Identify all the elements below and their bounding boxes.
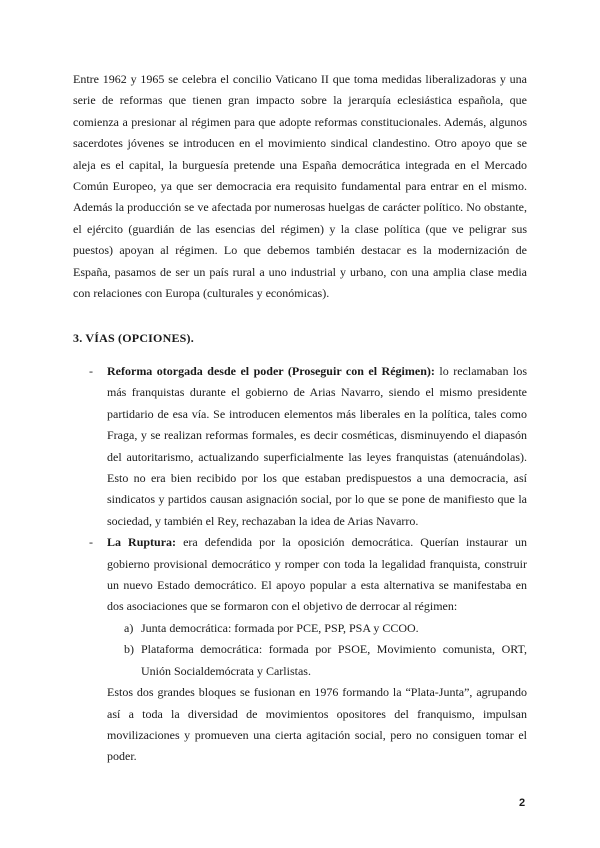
page-number: 2 xyxy=(519,797,526,809)
sublist-letter: b) xyxy=(124,642,134,657)
options-list xyxy=(73,361,527,768)
item-title-reforma: Reforma otorgada desde el poder (Proseguir con el Régimen): xyxy=(107,364,435,378)
associations-sublist xyxy=(107,618,527,682)
sublist-text-plataforma: Plataforma democrática: formada por PSOE, Movimiento comunista, ORT, Unión Socialdemócrata y Carlistas. xyxy=(141,642,527,678)
list-item-reforma xyxy=(73,361,527,532)
sublist-text-junta: Junta democrática: formada por PCE, PSP, PSA y CCOO. xyxy=(141,620,419,635)
item-title-ruptura: La Ruptura: xyxy=(107,535,177,550)
section-heading: 3. VÍAS (OPCIONES). xyxy=(73,331,194,345)
item-text-reforma: lo reclamaban los más franquistas durante el gobierno de Arias Navarro, siendo el mismo presidente partidario de esa vía. Se introducen elementos más liberales en la política, tales como Fraga, y se realizan reformas formales, es decir cosméticas, disminuyendo el diapasón del autoritarismo, actualizando superficialmente las leyes franquistas (atenuándolas). Esto no era bien recibido por los que estaban predispuestos a una democracia, así sindicatos y partidos causan asignación social, por lo que se pone de manifiesto que la sociedad, y también el Rey, rechazaban la idea de Arias Navarro. xyxy=(107,364,527,528)
bullet-marker: - xyxy=(89,364,93,378)
sublist-letter: a) xyxy=(124,620,134,635)
sublist-item-plataforma xyxy=(107,639,527,682)
bullet-marker: - xyxy=(89,535,93,550)
list-item-ruptura xyxy=(73,532,527,767)
item-text-ruptura: era defendida por la oposición democrática. Querían instaurar un gobierno provisional democrático y romper con toda la legalidad franquista, construir un nuevo Estado democrático. El apoyo popular a esta alternativa se manifestaba en dos asociaciones que se formaron con el objetivo de derrocar al régimen: xyxy=(107,535,527,614)
intro-paragraph: Entre 1962 y 1965 se celebra el concilio Vaticano II que toma medidas liberalizadoras y una serie de reformas que tienen gran impacto sobre la jerarquía eclesiástica española, que comienza a presionar al régimen para que adopte reformas constitucionales. Además, algunos sacerdotes jóvenes se introducen en el movimiento sindical clandestino. Otro apoyo que se aleja es el capital, la burguesía pretende una España democrática integrada en el Mercado Común Europeo, ya que ser democracia era requisito fundamental para entrar en el mismo. Además la producción se ve afectada por numerosas huelgas de carácter político. No obstante, el ejército (guardián de las esencias del régimen) y la clase política (que ve peligrar sus puestos) apoyan al régimen. Lo que debemos también destacar es la modernización de España, pasamos de ser un país rural a uno industrial y urbano, con una amplia clase media con relaciones con Europa (culturales y económicas). xyxy=(73,72,527,301)
ruptura-closing-text: Estos dos grandes bloques se fusionan en 1976 formando la “Plata-Junta”, agrupando así a toda la diversidad de movimientos opositores del franquismo, impulsan movilizaciones y promueven una cierta agitación social, pero no consiguen tomar el poder. xyxy=(107,685,527,764)
sublist-item-junta xyxy=(107,618,527,639)
